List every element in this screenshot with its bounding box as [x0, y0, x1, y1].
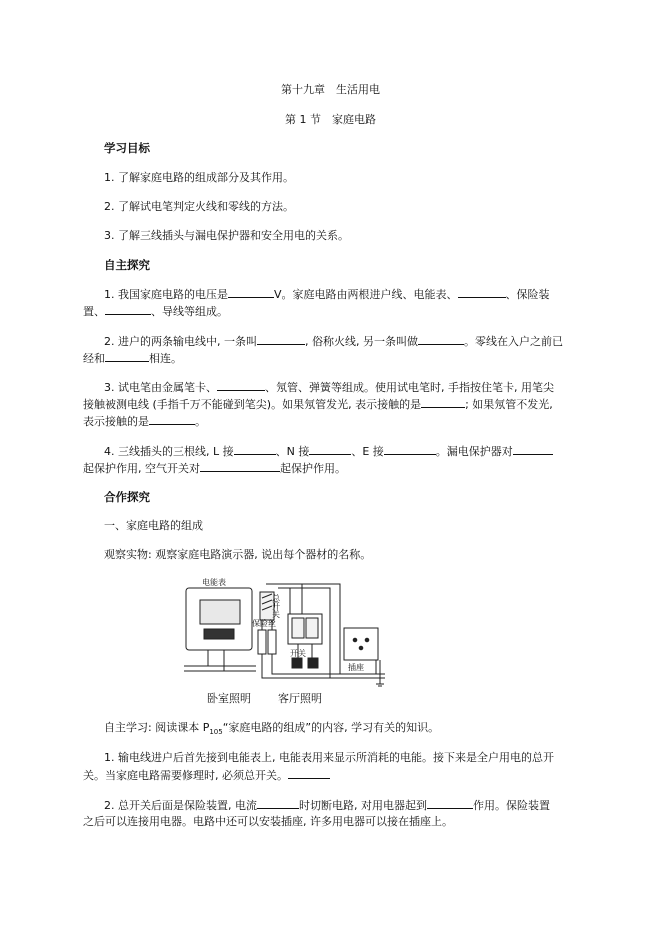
goal-item: 1. 了解家庭电路的组成部分及其作用。 [104, 171, 294, 184]
chapter-title: 第十九章 生活用电 [281, 83, 380, 96]
blank [421, 396, 465, 408]
self-explore-heading: 自主探究 [104, 258, 150, 272]
blank [418, 333, 464, 345]
question-3-line-1: 3. 试电笔由金属笔卡、 、氖管、弹簧等组成。使用试电笔时, 手指按住笔卡, 用笔尖 [104, 381, 554, 394]
blank [105, 350, 149, 362]
observe-text: 观察实物: 观察家庭电路演示器, 说出每个器材的名称。 [104, 548, 372, 561]
question-4-line-2: 起保护作用, 空气开关对 起保护作用。 [83, 462, 346, 475]
question-1-line-1: 1. 我国家庭电路的电压是 V。家庭电路由两根进户线、电能表、 、保险装 [104, 288, 550, 301]
goal-item: 2. 了解试电笔判定火线和零线的方法。 [104, 200, 294, 213]
paragraph-2-line-2: 之后可以连接用电器。电路中还可以安装插座, 许多用电器可以接在插座上。 [83, 815, 453, 828]
blank [200, 460, 280, 472]
label-socket: 插座 [348, 663, 364, 672]
blank [427, 797, 473, 809]
paragraph-1-line-2: 关。当家庭电路需要修理时, 必须总开关。 [83, 767, 330, 784]
blank [288, 767, 330, 779]
section-title: 第 1 节 家庭电路 [285, 113, 376, 126]
paragraph-2-line-1: 2. 总开关后面是保险装置, 电流 时切断电路, 对用电器起到 作用。保险装置 [104, 799, 550, 812]
label-main-switch: 总开关 [271, 594, 281, 618]
caption-bedroom: 卧室照明 [207, 692, 251, 705]
blank [257, 797, 299, 809]
goals-heading: 学习目标 [104, 141, 150, 155]
self-study-text: 自主学习: 阅读课本 $P_{105}“$家庭电路的组成”的内容, 学习有关的知识。 [104, 721, 440, 737]
household-circuit-diagram [180, 574, 395, 689]
question-3-line-3: 表示接触的是 。 [83, 415, 206, 428]
blank [513, 443, 553, 455]
question-2-line-2: 经和 相连。 [83, 352, 182, 365]
caption-living-room: 客厅照明 [278, 692, 322, 705]
question-2-line-1: 2. 进户的两条输电线中, 一条叫 , 俗称火线, 另一条叫做 。零线在入户之前已 [104, 335, 563, 348]
blank [228, 286, 274, 298]
label-switch: 开关 [290, 649, 306, 658]
subsection-title: 一、家庭电路的组成 [104, 519, 203, 532]
blank [309, 443, 351, 455]
coop-heading: 合作探究 [104, 490, 150, 504]
blank [458, 286, 506, 298]
blank [384, 443, 436, 455]
blank [217, 379, 265, 391]
blank [105, 303, 151, 315]
question-4-line-1: 4. 三线插头的三根线, L 接 、N 接 、E 接 。漏电保护器对 [104, 443, 553, 460]
goal-item: 3. 了解三线插头与漏电保护器和安全用电的关系。 [104, 229, 349, 242]
label-meter: 电能表 [202, 578, 226, 587]
paragraph-1-line-1: 1. 输电线进户后首先接到电能表上, 电能表用来显示所消耗的电能。接下来是全户用电的总开 [104, 751, 554, 764]
question-3-line-2: 接触被测电线 (手指千万不能碰到笔尖)。如果氖管发光, 表示接触的是 ; 如果氖管不发光, [83, 398, 553, 411]
label-fuse: 保险丝 [252, 619, 276, 628]
blank [257, 333, 305, 345]
blank [234, 443, 276, 455]
question-1-line-2: 置、 、导线等组成。 [83, 305, 228, 318]
blank [149, 413, 195, 425]
